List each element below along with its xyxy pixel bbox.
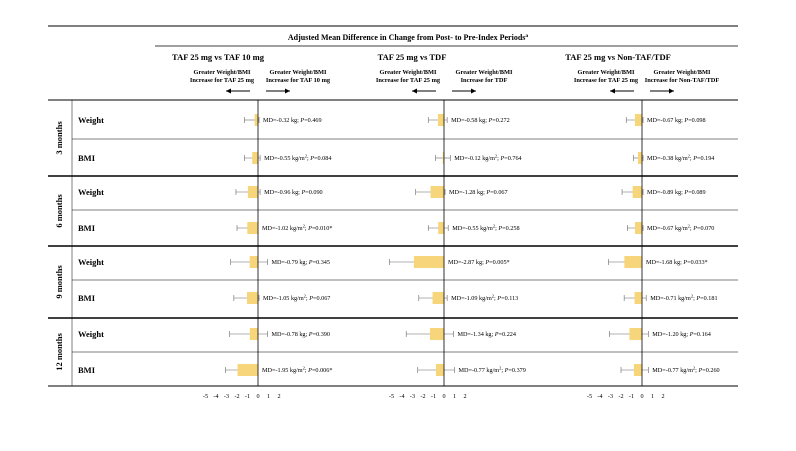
md-bar: [431, 186, 444, 198]
direction-line: Increase for TAF 25 mg: [189, 77, 255, 84]
md-label: [647, 189, 706, 196]
x-tick-label: 0: [442, 393, 446, 400]
md-label: [454, 154, 521, 163]
measure-label: Weight: [78, 257, 104, 267]
md-text: MD=-1.68 kg;: [646, 259, 684, 266]
md-separator: ;: [304, 367, 309, 374]
x-tick-label: -2: [618, 393, 624, 400]
p-value: =0.164: [693, 331, 711, 338]
p-value: =0.098: [688, 117, 706, 124]
direction-line: Greater Weight/BMI: [193, 69, 251, 76]
right-arrow-head: [285, 89, 290, 94]
p-symbol: P: [308, 367, 312, 374]
unit-superscript: 2: [692, 365, 696, 371]
md-text: MD=-0.67 kg;: [647, 117, 685, 124]
left-direction-label: [190, 69, 255, 84]
period-label: 3 months: [53, 121, 64, 155]
md-text: MD=-0.55 kg/m: [264, 155, 305, 162]
right-arrow-head: [669, 89, 674, 94]
md-bar: [250, 328, 258, 340]
row-layer: [225, 114, 719, 376]
p-symbol: P: [308, 331, 313, 338]
md-bar: [250, 256, 258, 268]
p-symbol: P: [698, 367, 703, 374]
p-symbol: P: [485, 259, 490, 266]
p-symbol: P: [308, 259, 313, 266]
md-bar: [638, 152, 642, 164]
unit-superscript: 2: [690, 293, 694, 299]
p-symbol: P: [308, 225, 312, 232]
p-value: =0.345: [312, 259, 331, 266]
p-value: =0.010*: [311, 225, 333, 232]
md-separator: ;: [495, 225, 499, 232]
direction-line: Greater Weight/BMI: [379, 69, 437, 76]
left-arrow-head: [226, 89, 231, 94]
md-label: [452, 224, 519, 233]
measure-label: Weight: [78, 115, 104, 125]
md-bar: [438, 114, 444, 126]
md-text: MD=-0.32 kg;: [263, 117, 301, 124]
comparison-title: TAF 25 mg vs TAF 10 mg: [172, 52, 264, 62]
right-arrow-head: [471, 89, 476, 94]
measure-label: Weight: [78, 187, 104, 197]
right-direction-label: [266, 69, 331, 84]
x-tick-label: -2: [234, 393, 240, 400]
x-tick-label: 2: [661, 393, 665, 400]
unit-superscript: 2: [492, 223, 496, 229]
x-tick-label: -4: [597, 393, 603, 400]
p-symbol: P: [498, 225, 503, 232]
comparison-title: TAF 25 mg vs TDF: [377, 52, 447, 62]
p-value: =0.379: [508, 367, 526, 374]
md-label: [263, 294, 330, 303]
p-value: =0.260: [702, 367, 720, 374]
p-value: =0.067: [490, 189, 508, 196]
axis-layer: [203, 100, 665, 400]
md-label: [262, 224, 332, 233]
unit-superscript: 2: [494, 153, 498, 159]
p-symbol: P: [504, 367, 509, 374]
x-tick-label: 1: [266, 393, 271, 400]
measure-label: BMI: [78, 153, 95, 163]
md-bar: [247, 292, 258, 304]
md-label: [650, 294, 717, 303]
md-bar: [433, 292, 444, 304]
md-bar: [438, 222, 444, 234]
x-tick-label: 1: [650, 393, 655, 400]
direction-line: Increase for TAF 10 mg: [265, 77, 331, 84]
md-text: MD=-1.34 kg;: [457, 331, 495, 338]
left-arrow-head: [412, 89, 417, 94]
md-text: MD=-0.77 kg/m: [652, 367, 693, 374]
right-direction-label: [645, 69, 720, 84]
p-value: =0.764: [504, 155, 522, 162]
period-label: 6 months: [53, 194, 64, 228]
unit-superscript: 2: [302, 223, 305, 229]
p-value: =0.089: [688, 189, 706, 196]
p-value: =0.033*: [687, 259, 708, 266]
md-text: MD=-1.02 kg/m: [262, 225, 303, 232]
direction-line: Increase for TAF 25 mg: [573, 77, 639, 84]
md-text: MD=-2.87 kg;: [448, 259, 486, 266]
md-label: [263, 117, 322, 124]
md-separator: ;: [306, 155, 311, 162]
md-bar: [414, 256, 444, 268]
p-symbol: P: [693, 155, 697, 162]
p-symbol: P: [486, 189, 491, 196]
p-value: =0.006*: [311, 367, 333, 374]
md-label: [646, 259, 708, 266]
measure-label: BMI: [78, 223, 95, 233]
left-arrow-head: [610, 89, 615, 94]
md-separator: ;: [494, 295, 498, 302]
unit-superscript: 2: [499, 365, 502, 371]
md-text: MD=-1.05 kg/m: [263, 295, 304, 302]
unit-superscript: 2: [687, 223, 690, 229]
md-text: MD=-0.12 kg/m: [454, 155, 495, 162]
md-bar: [624, 256, 642, 268]
direction-line: Greater Weight/BMI: [455, 69, 513, 76]
md-bar: [634, 364, 642, 376]
direction-line: Increase for TAF 25 mg: [375, 77, 441, 84]
md-label: [264, 154, 331, 163]
md-bar: [629, 328, 642, 340]
md-separator: ;: [497, 155, 501, 162]
direction-line: Increase for Non-TAF/TDF: [644, 77, 720, 84]
chart-title: [288, 33, 529, 42]
md-label: [647, 224, 714, 233]
md-text: MD=-0.78 kg;: [271, 331, 309, 338]
p-symbol: P: [684, 189, 689, 196]
measure-label: BMI: [78, 365, 95, 375]
md-text: MD=-1.28 kg;: [449, 189, 487, 196]
title-footnote: a: [525, 33, 529, 39]
p-symbol: P: [494, 331, 499, 338]
md-label: [652, 366, 719, 375]
direction-line: Greater Weight/BMI: [577, 69, 635, 76]
x-tick-label: -4: [213, 393, 219, 400]
p-symbol: P: [683, 259, 688, 266]
p-value: =0.194: [696, 155, 715, 162]
x-tick-label: -5: [202, 393, 209, 400]
md-label: [264, 189, 323, 196]
md-bar: [430, 328, 444, 340]
p-value: =0.469: [304, 117, 322, 124]
p-symbol: P: [300, 117, 305, 124]
md-separator: ;: [695, 367, 699, 374]
md-separator: ;: [689, 225, 694, 232]
unit-superscript: 2: [302, 365, 305, 371]
direction-line: Greater Weight/BMI: [269, 69, 327, 76]
md-text: MD=-0.38 kg/m: [647, 155, 688, 162]
md-label: [271, 259, 330, 266]
x-tick-label: -5: [586, 393, 593, 400]
right-direction-label: [456, 69, 513, 84]
left-direction-label: [574, 69, 639, 84]
unit-superscript: 2: [491, 293, 495, 299]
md-label: [262, 366, 332, 375]
md-label: [459, 366, 526, 375]
md-label: [271, 331, 330, 338]
comparison-title: TAF 25 mg vs Non-TAF/TDF: [565, 52, 671, 62]
x-tick-label: -3: [409, 393, 416, 400]
chart-title-text: Adjusted Mean Difference in Change from Post- to Pre-Index Periods: [287, 33, 526, 42]
p-value: =0.113: [501, 295, 519, 302]
md-bar: [238, 364, 258, 376]
x-tick-label: 2: [463, 393, 467, 400]
md-text: MD=-1.20 kg;: [652, 331, 690, 338]
period-label: 12 months: [53, 333, 64, 371]
md-text: MD=-1.95 kg/m: [262, 367, 303, 374]
md-text: MD=-0.79 kg;: [271, 259, 309, 266]
p-value: =0.005*: [489, 259, 510, 266]
p-symbol: P: [696, 295, 701, 302]
p-value: =0.181: [700, 295, 718, 302]
p-value: =0.090: [305, 189, 323, 196]
p-value: =0.067: [312, 295, 331, 302]
p-value: =0.224: [498, 331, 517, 338]
left-direction-label: [376, 69, 441, 84]
measure-label: BMI: [78, 293, 95, 303]
x-tick-label: 2: [277, 393, 281, 400]
p-value: =0.272: [492, 117, 510, 124]
md-text: MD=-1.09 kg/m: [451, 295, 492, 302]
p-symbol: P: [497, 295, 502, 302]
direction-line: Greater Weight/BMI: [653, 69, 711, 76]
md-text: MD=-0.67 kg/m: [647, 225, 688, 232]
md-bar: [252, 152, 258, 164]
md-bar: [436, 364, 444, 376]
md-bar: [633, 186, 642, 198]
measure-label: Weight: [78, 329, 104, 339]
x-tick-label: 0: [256, 393, 260, 400]
p-symbol: P: [689, 331, 694, 338]
p-symbol: P: [488, 117, 493, 124]
p-symbol: P: [500, 155, 505, 162]
md-bar: [635, 292, 642, 304]
md-text: MD=-0.77 kg/m: [458, 367, 500, 374]
p-symbol: P: [309, 295, 313, 302]
md-label: [647, 117, 706, 124]
md-text: MD=-0.58 kg;: [451, 117, 489, 124]
x-tick-label: -1: [628, 393, 635, 400]
x-tick-label: 1: [452, 393, 457, 400]
md-separator: ;: [501, 367, 505, 374]
md-label: [652, 331, 711, 338]
x-tick-label: -3: [223, 393, 230, 400]
unit-superscript: 2: [303, 293, 306, 299]
md-bar: [248, 186, 258, 198]
period-label: 9 months: [53, 265, 64, 299]
p-symbol: P: [684, 117, 689, 124]
unit-superscript: 2: [304, 153, 307, 159]
x-tick-label: -2: [420, 393, 426, 400]
unit-superscript: 2: [687, 153, 690, 159]
p-value: =0.070: [696, 225, 715, 232]
x-tick-label: 0: [640, 393, 644, 400]
md-text: MD=-0.96 kg;: [264, 189, 302, 196]
md-label: [451, 294, 518, 303]
md-text: MD=-0.55 kg/m: [452, 225, 493, 232]
md-label: [451, 117, 510, 124]
md-separator: ;: [693, 295, 697, 302]
x-tick-label: -4: [399, 393, 405, 400]
p-symbol: P: [310, 155, 315, 162]
p-symbol: P: [301, 189, 306, 196]
md-label: [457, 331, 516, 338]
md-label: [449, 189, 508, 196]
p-value: =0.258: [502, 225, 520, 232]
md-label: [647, 154, 714, 163]
md-bar: [635, 114, 642, 126]
md-separator: ;: [304, 225, 309, 232]
x-tick-label: -1: [244, 393, 251, 400]
md-text: MD=-0.89 kg;: [647, 189, 685, 196]
md-bar: [635, 222, 642, 234]
md-text: MD=-0.71 kg/m: [650, 295, 691, 302]
p-value: =0.084: [314, 155, 332, 162]
x-tick-label: -5: [388, 393, 395, 400]
x-tick-label: -1: [430, 393, 437, 400]
p-value: =0.390: [312, 331, 331, 338]
md-separator: ;: [305, 295, 310, 302]
direction-line: Increase for TDF: [460, 77, 508, 84]
md-label: [448, 259, 510, 266]
p-symbol: P: [693, 225, 697, 232]
x-tick-label: -3: [607, 393, 614, 400]
md-separator: ;: [689, 155, 694, 162]
md-bar: [247, 222, 258, 234]
md-bar: [255, 114, 258, 126]
